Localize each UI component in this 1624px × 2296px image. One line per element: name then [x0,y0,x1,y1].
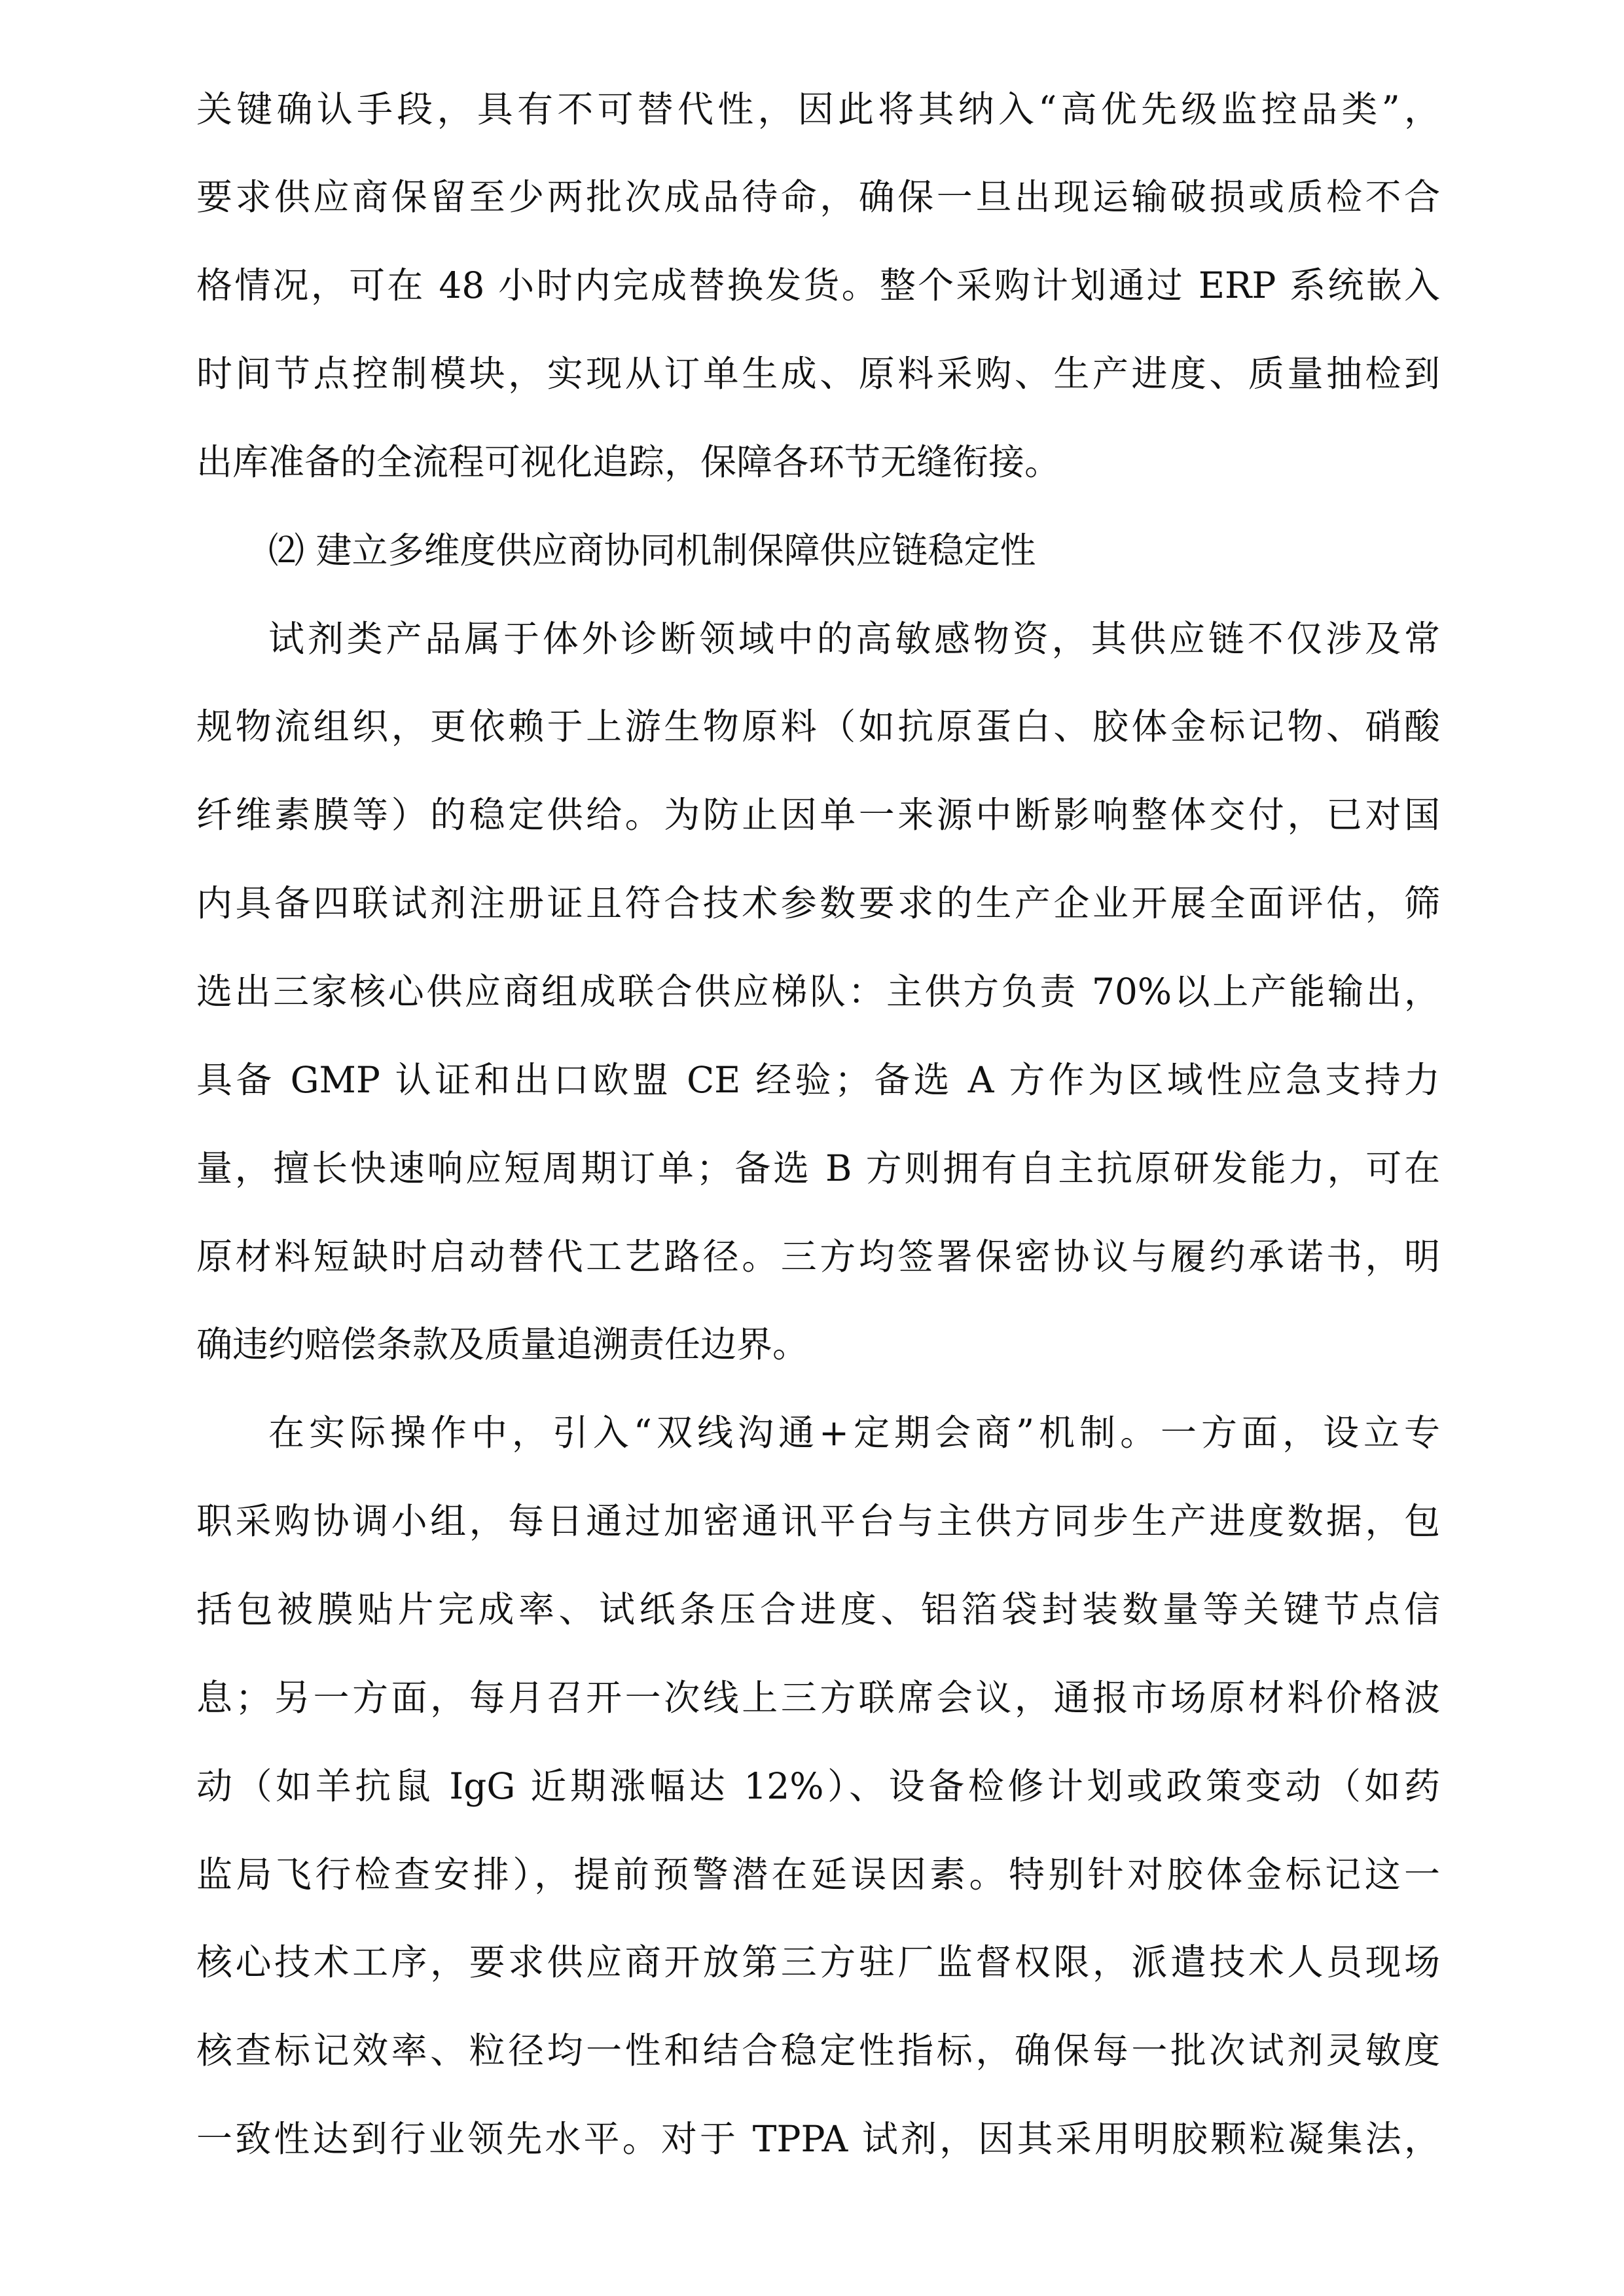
body-text-line: 括包被膜贴片完成率、试纸条压合进度、铝箔袋封装数量等关键节点信 [196,1588,1440,1630]
body-text-line: 具备 GMP 认证和出口欧盟 CE 经验；备选 A 方作为区域性应急支持力 [196,1059,1440,1101]
body-text-line: 息；另一方面，每月召开一次线上三方联席会议，通报市场原材料价格波 [196,1677,1440,1719]
body-text-line: 在实际操作中，引入“双线沟通+定期会商”机制。一方面，设立专 [268,1412,1440,1454]
body-text-line: 一致性达到行业领先水平。对于 TPPA 试剂，因其采用明胶颗粒凝集法， [196,2118,1440,2160]
body-text-line: 格情况，可在 48 小时内完成替换发货。整个采购计划通过 ERP 系统嵌入 [196,264,1440,306]
body-text-line: 量，擅长快速响应短周期订单；备选 B 方则拥有自主抗原研发能力，可在 [196,1147,1440,1189]
body-text-line: 监局飞行检查安排），提前预警潜在延误因素。特别针对胶体金标记这一 [196,1854,1440,1895]
body-text-line: 动（如羊抗鼠 IgG 近期涨幅达 12%）、设备检修计划或政策变动（如药 [196,1765,1440,1807]
body-text-line: 时间节点控制模块，实现从订单生成、原料采购、生产进度、质量抽检到 [196,353,1440,395]
body-text-line: 原材料短缺时启动替代工艺路径。三方均签署保密协议与履约承诺书，明 [196,1236,1440,1278]
body-text-line: 要求供应商保留至少两批次成品待命，确保一旦出现运输破损或质检不合 [196,176,1440,218]
body-text-line: 内具备四联试剂注册证且符合技术参数要求的生产企业开展全面评估，筛 [196,882,1440,924]
body-text-line: 规物流组织，更依赖于上游生物原料（如抗原蛋白、胶体金标记物、硝酸 [196,706,1440,747]
body-text-line: 职采购协调小组，每日通过加密通讯平台与主供方同步生产进度数据，包 [196,1500,1440,1542]
body-text-line: 选出三家核心供应商组成联合供应梯队：主供方负责 70%以上产能输出， [196,971,1440,1013]
body-text-line: 纤维素膜等）的稳定供给。为防止因单一来源中断影响整体交付，已对国 [196,794,1440,836]
body-text-line: 关键确认手段，具有不可替代性，因此将其纳入“高优先级监控品类”， [196,88,1440,130]
body-text-line: 核心技术工序，要求供应商开放第三方驻厂监督权限，派遣技术人员现场 [196,1941,1440,1983]
body-text-line: 出库准备的全流程可视化追踪，保障各环节无缝衔接。 [196,441,1061,483]
body-text-line: 试剂类产品属于体外诊断领域中的高敏感物资，其供应链不仅涉及常 [268,618,1440,660]
body-text-line: 核查标记效率、粒径均一性和结合稳定性指标，确保每一批次试剂灵敏度 [196,2030,1440,2072]
body-text-line: 确违约赔偿条款及质量追溯责任边界。 [196,1323,809,1365]
section-heading: ⑵ 建立多维度供应商协同机制保障供应链稳定性 [268,529,1036,571]
